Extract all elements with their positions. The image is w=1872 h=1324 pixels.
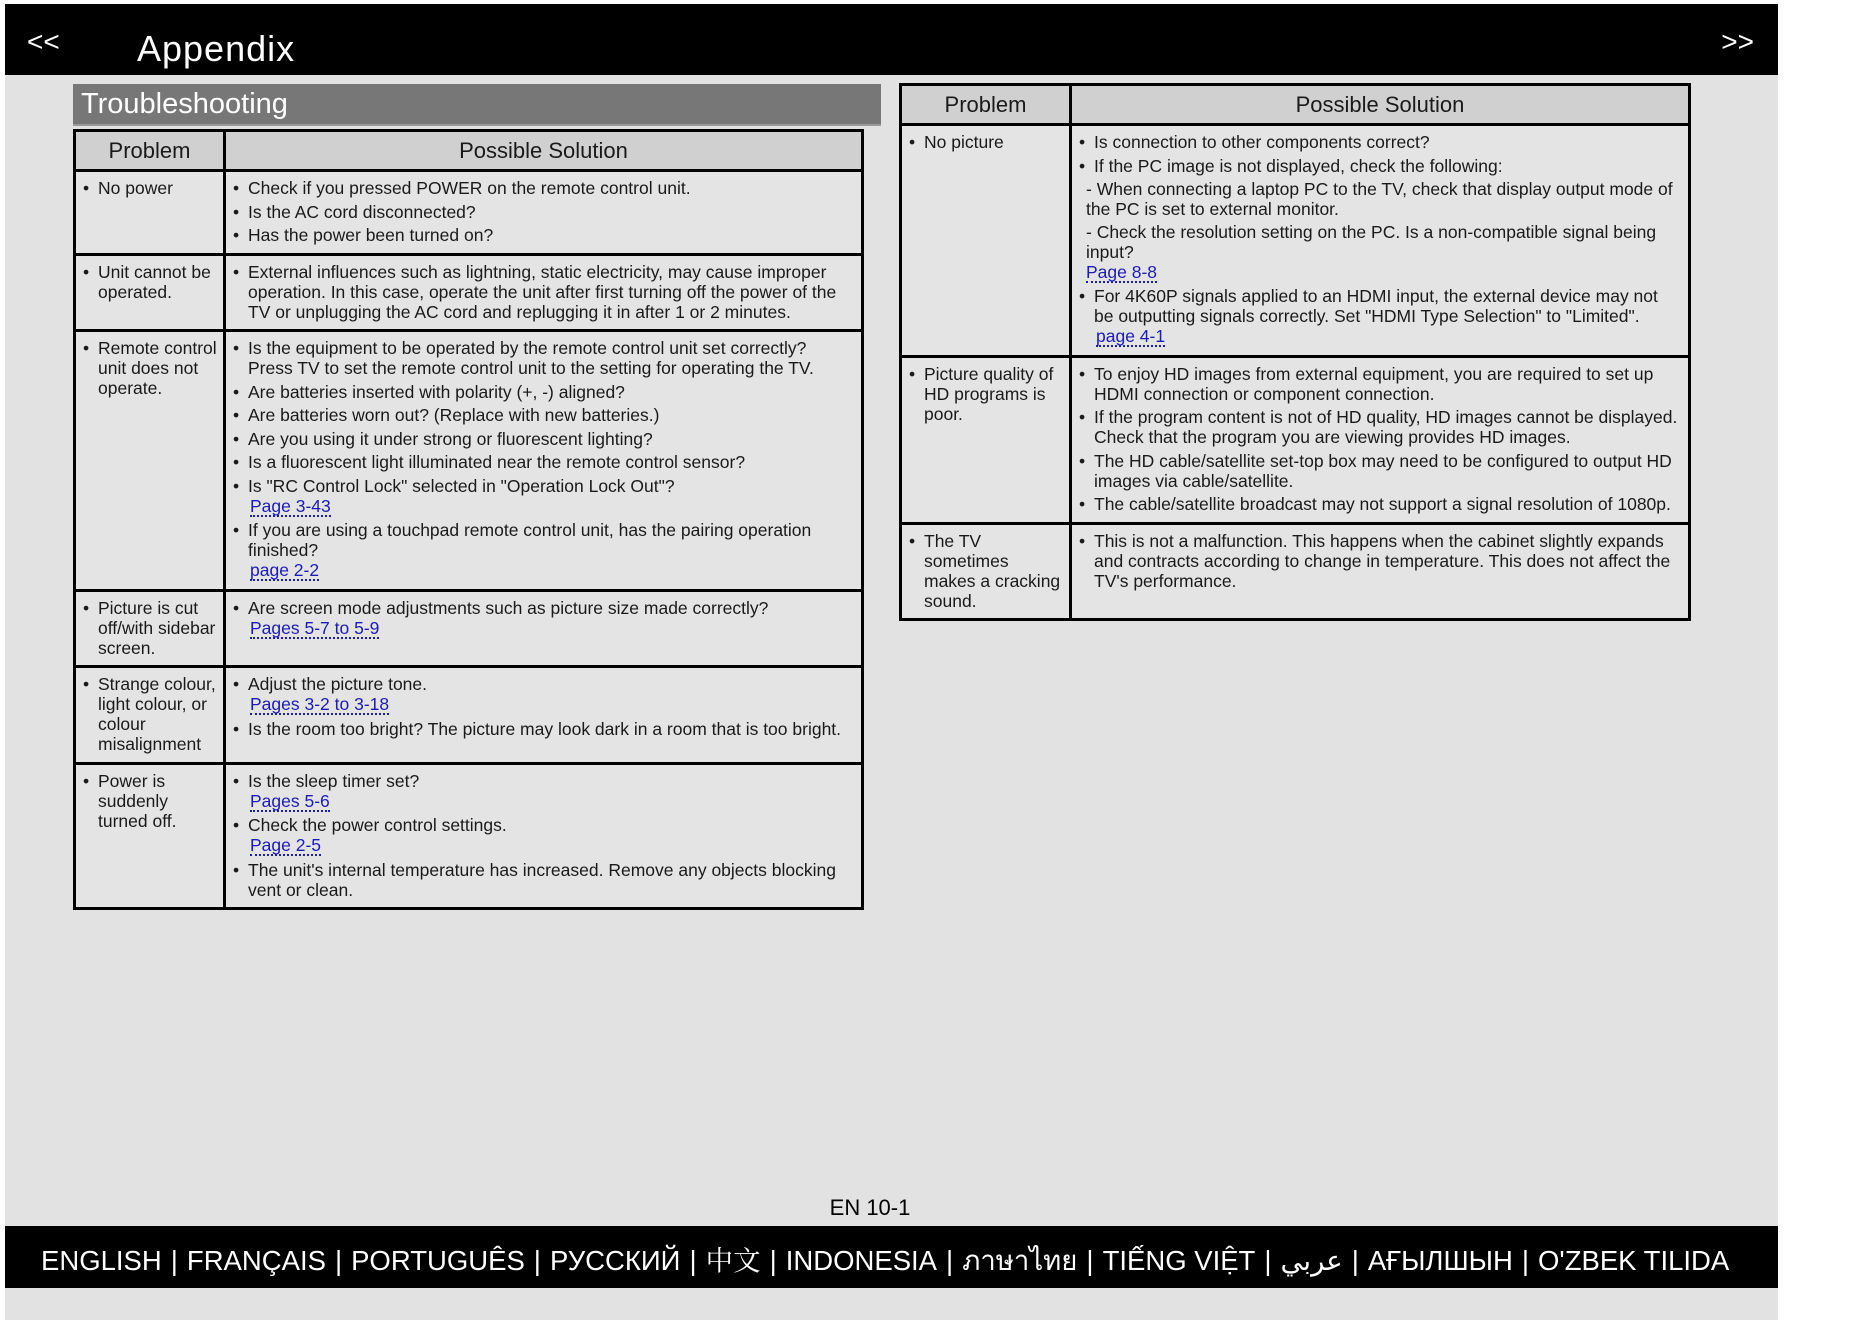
solution-text: Is the AC cord disconnected? (248, 201, 476, 222)
table-row (901, 125, 1690, 357)
language-link[interactable]: INDONESIA (785, 1245, 938, 1276)
solution-item (1078, 286, 1682, 347)
solution-text: If the PC image is not displayed, check the following: (1094, 155, 1503, 176)
solution-column-header: Possible Solution (1071, 85, 1690, 125)
problem-text: • Unit cannot be operated. (82, 262, 217, 302)
problem-text: • Picture is cut off/with sidebar screen. (82, 598, 217, 658)
solution-text: Check the power control settings. (248, 815, 507, 835)
table-header-row (901, 85, 1690, 125)
solution-item (232, 225, 855, 245)
table-body (901, 125, 1690, 620)
page-reference-link[interactable]: page 2-2 (250, 560, 320, 580)
table-header-row (75, 131, 863, 171)
solution-subitem (1078, 222, 1682, 283)
solution-text: This is not a malfunction. This happens when the cabinet slightly expands and contracts according to change in temperature. This does not affect the TV's performance. (1094, 530, 1671, 591)
problem-text: • No picture (908, 132, 1063, 152)
solution-item (232, 815, 855, 856)
solution-item (232, 860, 855, 900)
problem-cell (901, 356, 1071, 523)
problem-cell (75, 667, 225, 764)
table-row (75, 590, 863, 667)
solution-text: For 4K60P signals applied to an HDMI input, the external device may not be outputting signals correctly. Set "HDMI Type Selection" to "Limited". (1094, 286, 1658, 326)
language-separator: | (1351, 1245, 1359, 1276)
solution-cell (225, 331, 863, 591)
language-separator: | (1264, 1245, 1272, 1276)
language-link[interactable]: O'ZBEK TILIDA (1538, 1245, 1730, 1276)
language-link[interactable]: ภาษาไทย (962, 1245, 1078, 1276)
language-link[interactable]: ENGLISH (41, 1245, 162, 1276)
solution-item (232, 520, 855, 581)
solution-text: - When connecting a laptop PC to the TV, check that display output mode of the PC is set to external monitor. (1086, 179, 1673, 219)
language-separator: | (533, 1245, 541, 1276)
solution-subitem (1078, 179, 1682, 219)
language-separator: | (1521, 1245, 1530, 1276)
language-link[interactable]: РУССКИЙ (549, 1245, 681, 1276)
page-reference-link[interactable]: Page 2-5 (250, 835, 322, 855)
solution-text: Are batteries inserted with polarity (+, -) aligned? (248, 381, 625, 402)
solution-item (232, 382, 855, 402)
next-page-button[interactable]: >> (1721, 26, 1754, 57)
solution-item (1078, 156, 1682, 176)
page-title: Appendix (137, 28, 296, 69)
language-link[interactable]: عربي (1280, 1245, 1343, 1276)
solution-item (1078, 132, 1682, 152)
solution-item (1078, 364, 1682, 404)
page-reference-link[interactable]: Pages 3-2 to 3-18 (250, 694, 390, 714)
solution-item (232, 338, 855, 378)
solution-item (232, 262, 855, 322)
solution-text: Is "RC Control Lock" selected in "Operation Lock Out"? (248, 475, 675, 496)
solution-text: Are you using it under strong or fluorescent lighting? (248, 428, 653, 449)
problem-text: • The TV sometimes makes a cracking sound. (908, 531, 1063, 611)
problem-cell (901, 523, 1071, 620)
problem-cell (75, 331, 225, 591)
solution-cell (225, 667, 863, 764)
problem-column-header: Problem (75, 131, 225, 171)
problem-cell (75, 171, 225, 255)
solution-item (1078, 494, 1682, 514)
solution-item (232, 771, 855, 812)
top-navigation-bar (5, 4, 1778, 75)
solution-cell (225, 254, 863, 331)
language-link[interactable]: TIẾNG VIỆT (1102, 1245, 1256, 1276)
solution-item (232, 178, 855, 198)
page-reference-link[interactable]: Page 3-43 (250, 495, 331, 516)
language-separator: | (946, 1245, 954, 1276)
solution-cell (225, 590, 863, 667)
solution-item (232, 598, 855, 639)
solution-text: The HD cable/satellite set-top box may need to be configured to output HD images via cable/satellite. (1094, 450, 1672, 491)
solution-item (1078, 531, 1682, 591)
solution-item (232, 429, 855, 449)
solution-text: Adjust the picture tone. (248, 674, 427, 694)
solution-cell (1071, 356, 1690, 523)
solution-text: If you are using a touchpad remote control unit, has the pairing operation finished? (248, 520, 812, 560)
language-link[interactable]: АҒЫЛШЫН (1367, 1245, 1513, 1276)
table-row (75, 763, 863, 909)
solution-cell (1071, 523, 1690, 620)
solution-column-header: Possible Solution (225, 131, 863, 171)
solution-text: Is the room too bright? The picture may look dark in a room that is too bright. (248, 718, 842, 739)
problem-cell (901, 125, 1071, 357)
solution-text: The cable/satellite broadcast may not support a signal resolution of 1080p. (1094, 494, 1671, 514)
solution-text: Are screen mode adjustments such as picture size made correctly? (248, 597, 769, 618)
language-link[interactable]: FRANÇAIS (186, 1245, 326, 1276)
solution-text: Are batteries worn out? (Replace with new batteries.) (248, 405, 660, 425)
problem-column-header: Problem (901, 85, 1071, 125)
solution-item (232, 476, 855, 517)
problem-text: • Picture quality of HD programs is poor. (908, 364, 1063, 424)
problem-text: • Strange colour, light colour, or colour misalignment (82, 674, 217, 754)
solution-item (232, 405, 855, 425)
problem-text: • Power is suddenly turned off. (82, 771, 217, 831)
solution-item (1078, 451, 1682, 491)
troubleshooting-table-right (899, 83, 1691, 621)
table-row (75, 331, 863, 591)
language-bar (5, 1226, 1778, 1288)
page-reference-link[interactable]: page 4-1 (1096, 326, 1166, 346)
page-reference-link[interactable]: Pages 5-7 to 5-9 (250, 617, 380, 638)
solution-text: Check if you pressed POWER on the remote control unit. (248, 178, 691, 198)
table-row (901, 356, 1690, 523)
section-title: Troubleshooting (81, 88, 288, 120)
solution-item (232, 202, 855, 222)
solution-text: To enjoy HD images from external equipment, you are required to set up HDMI connection or component connection. (1094, 363, 1654, 404)
solution-text: Has the power been turned on? (248, 225, 494, 245)
problem-cell (75, 590, 225, 667)
language-separator: | (769, 1245, 777, 1276)
problem-cell (75, 763, 225, 909)
page-reference-link[interactable]: Page 8-8 (1086, 262, 1158, 282)
solution-text: - Check the resolution setting on the PC. Is a non-compatible signal being input? (1086, 222, 1657, 262)
section-header (73, 84, 881, 126)
language-link[interactable]: PORTUGUÊS (351, 1245, 525, 1276)
table-row (75, 667, 863, 764)
solution-text: Is connection to other components correct? (1094, 132, 1430, 152)
page-reference-link[interactable]: Pages 5-6 (250, 790, 330, 811)
language-separator: | (334, 1245, 343, 1276)
problem-text: • Remote control unit does not operate. (82, 338, 217, 398)
solution-cell (1071, 125, 1690, 357)
solution-text: External influences such as lightning, static electricity, may cause improper operation. In this case, operate the unit after first turning off the power of the TV or unplugging the AC cord and replugging it in after 1 or 2 minutes. (248, 261, 837, 322)
language-link[interactable]: 中文 (705, 1245, 761, 1276)
solution-item (232, 674, 855, 715)
language-separator: | (689, 1245, 697, 1276)
solution-text: Is a fluorescent light illuminated near the remote control sensor? (248, 452, 746, 472)
language-separator: | (1086, 1245, 1094, 1276)
solution-text: The unit's internal temperature has increased. Remove any objects blocking vent or clean. (248, 859, 836, 900)
table-row (75, 171, 863, 255)
solution-item (232, 719, 855, 739)
solution-item (1078, 407, 1682, 447)
problem-text: • No power (82, 178, 217, 198)
solution-text: Is the equipment to be operated by the remote control unit set correctly? Press TV to set the remote control unit to the setting for operating the TV. (248, 338, 814, 378)
table-row (75, 254, 863, 331)
solution-cell (225, 171, 863, 255)
problem-cell (75, 254, 225, 331)
previous-page-button[interactable]: << (27, 26, 60, 57)
troubleshooting-table-left (73, 129, 864, 910)
solution-text: If the program content is not of HD quality, HD images cannot be displayed. Check that the program you are viewing provides HD images. (1094, 407, 1678, 447)
language-list (41, 1238, 1729, 1283)
solution-text: Is the sleep timer set? (248, 770, 420, 791)
solution-item (232, 452, 855, 472)
page-number: EN 10-1 (829, 1195, 911, 1220)
solution-cell (225, 763, 863, 909)
language-separator: | (170, 1245, 178, 1276)
table-body (75, 171, 863, 909)
table-row (901, 523, 1690, 620)
